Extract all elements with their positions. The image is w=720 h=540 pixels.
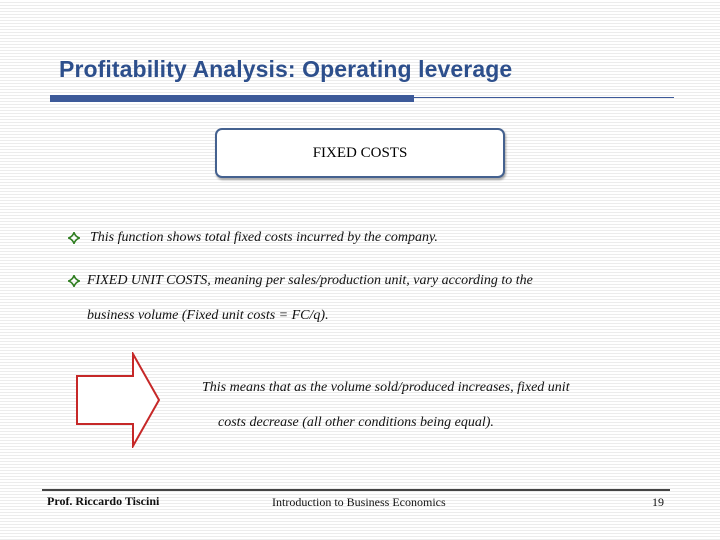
arrow-text-line-2: costs decrease (all other conditions being equal).	[218, 415, 494, 430]
fixed-costs-box	[215, 128, 505, 178]
title-underline-thick	[50, 95, 414, 102]
footer-author: Prof. Riccardo Tiscini	[47, 494, 160, 508]
fixed-costs-label: FIXED COSTS	[312, 144, 408, 161]
footer-divider	[42, 489, 670, 491]
diamond-bullet-icon	[68, 232, 80, 244]
slide-title: Profitability Analysis: Operating leverage	[59, 56, 513, 82]
bullet-2-line-1: FIXED UNIT COSTS, meaning per sales/production unit, vary according to the	[87, 273, 533, 288]
bullet-1-text: This function shows total fixed costs incurred by the company.	[90, 230, 438, 245]
footer-course: Introduction to Business Economics	[272, 495, 446, 509]
bullet-2-line-2: business volume (Fixed unit costs = FC/q).	[87, 308, 329, 323]
diamond-bullet-icon	[68, 275, 80, 287]
page-number: 19	[652, 495, 664, 509]
right-arrow-icon	[75, 352, 165, 448]
arrow-text-line-1: This means that as the volume sold/produced increases, fixed unit	[202, 380, 570, 395]
title-underline-thin	[414, 97, 674, 98]
